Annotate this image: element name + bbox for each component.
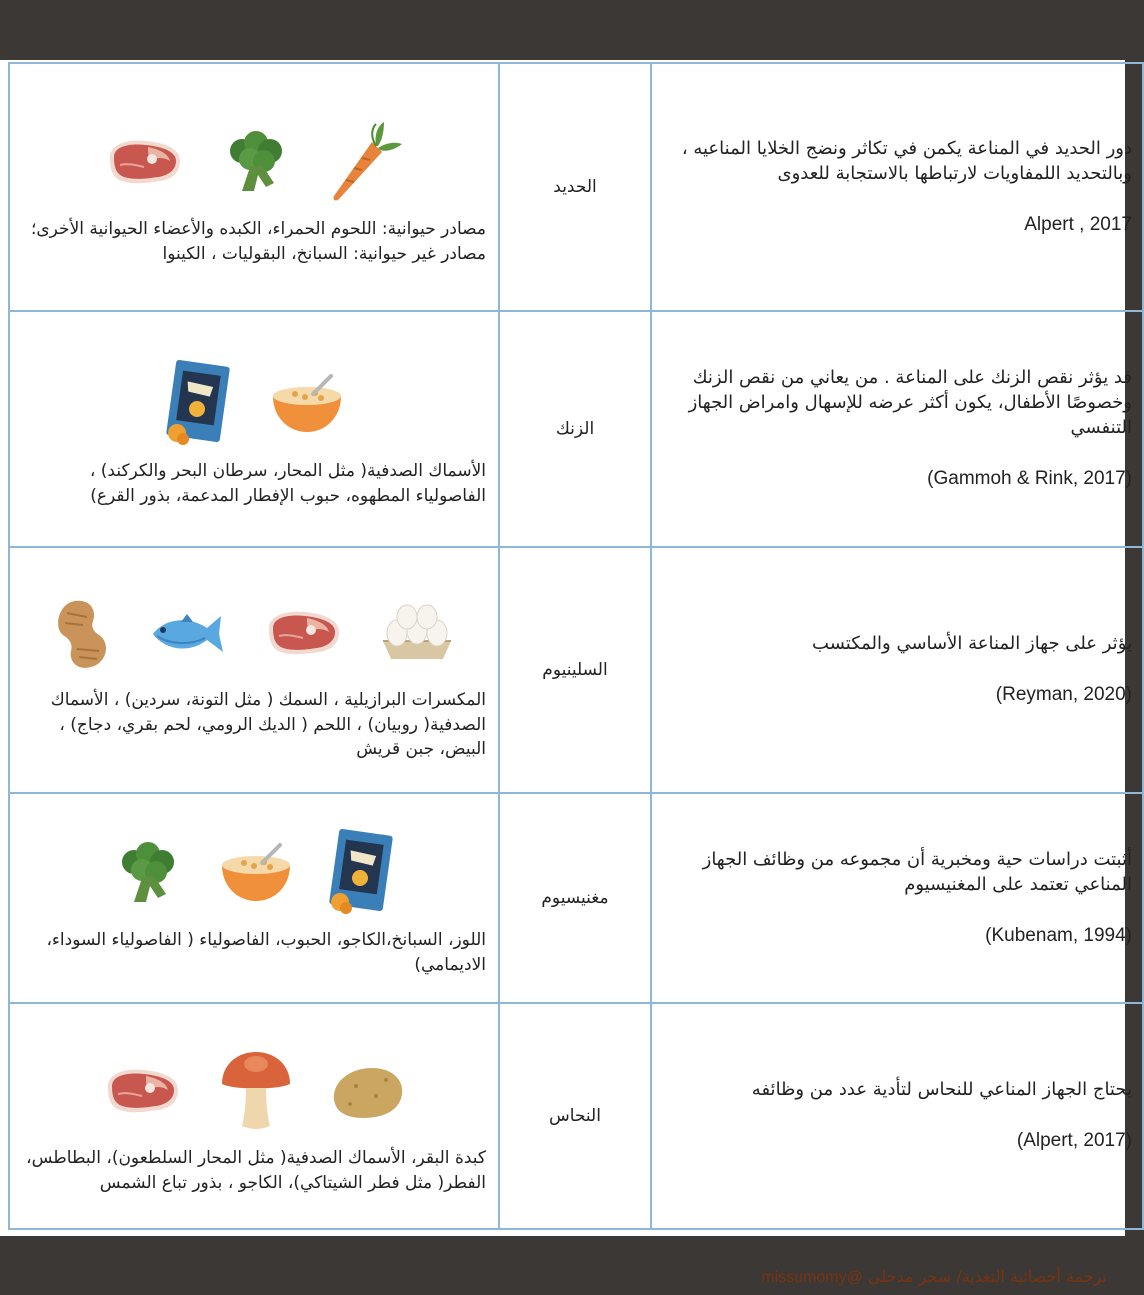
broccoli-icon xyxy=(220,129,292,195)
reference-text: (Alpert, 2017) xyxy=(1016,1130,1132,1152)
nutrient-name-cell xyxy=(499,63,651,311)
credit-text: ترجمة أخصائية التغذية/ سحر مدخلي xyxy=(867,1267,1107,1286)
food-sources-text: مصادر حيوانية: اللحوم الحمراء، الكبده والأعضاء الحيوانية الأخرى؛ مصادر غير حيوانية: السبانخ، البقوليات ، الكينوا xyxy=(30,219,486,264)
reference-text: (Reyman, 2020) xyxy=(995,684,1132,706)
table-row xyxy=(9,63,1143,311)
food-sources-text: الأسماك الصدفية( مثل المحار، سرطان البحر والكركند) ، الفاصولياء المطهوه، حبوب الإفطار المدعمة، بذور القرع) xyxy=(89,461,486,506)
food-sources-cell xyxy=(9,63,499,311)
reference-text: Alpert , 2017 xyxy=(1024,213,1132,235)
table-row xyxy=(9,1003,1143,1229)
carrot-icon xyxy=(326,120,406,204)
food-icons-row xyxy=(20,349,490,459)
description-cell xyxy=(651,547,1143,793)
nutrient-name-cell xyxy=(499,311,651,547)
peanut-icon xyxy=(53,593,113,673)
food-sources-cell xyxy=(9,793,499,1003)
potato-icon xyxy=(328,1060,408,1122)
nutrient-name: مغنيسيوم xyxy=(541,888,609,908)
description-text: دور الحديد في المناعة يكمن في تكاثر ونضج الخلايا المناعيه ، وبالتحديد اللمفاويات لارتباطها بالاستجابة للعدوى xyxy=(681,137,1132,184)
nutrient-name: الزنك xyxy=(555,419,595,439)
description-cell xyxy=(651,63,1143,311)
nutrient-name: النحاس xyxy=(549,1106,601,1126)
description-text: يؤثر على جهاز المناعة الأساسي والمكتسب xyxy=(812,633,1132,655)
steak-icon xyxy=(263,606,345,660)
nutrient-name-cell xyxy=(499,547,651,793)
table-row xyxy=(9,547,1143,793)
food-icons-row xyxy=(20,818,490,928)
eggs-icon xyxy=(379,603,457,663)
food-icons-row xyxy=(20,107,490,217)
cereal-bowl-icon xyxy=(218,843,294,903)
cereal-bowl-icon xyxy=(269,374,345,434)
fish-icon xyxy=(147,608,229,658)
nutrient-name-cell xyxy=(499,793,651,1003)
nutrient-name-cell xyxy=(499,1003,651,1229)
food-icons-row xyxy=(20,578,490,688)
steak-icon xyxy=(102,1064,184,1118)
description-cell xyxy=(651,1003,1143,1229)
credit-handle: @missumomy xyxy=(761,1269,863,1286)
food-sources-cell xyxy=(9,547,499,793)
cereal-box-icon xyxy=(165,359,235,449)
food-sources-text: اللوز، السبانخ،الكاجو، الحبوب، الفاصولياء ( الفاصولياء السوداء، الاديمامي) xyxy=(46,930,486,975)
table-row xyxy=(9,311,1143,547)
broccoli-icon xyxy=(112,840,184,906)
description-cell xyxy=(651,311,1143,547)
mushroom-icon xyxy=(218,1050,294,1132)
food-sources-text: كبدة البقر، الأسماك الصدفية( مثل المحار السلطعون)، البطاطس، الفطر( مثل فطر الشيتاكي)، الكاجو ، بذور تباع الشمس xyxy=(26,1148,486,1193)
food-sources-cell xyxy=(9,1003,499,1229)
cereal-box-icon xyxy=(328,828,398,918)
description-text: يحتاج الجهاز المناعي للنحاس لتأدية عدد من وظائفه xyxy=(751,1079,1132,1101)
nutrient-name: الحديد xyxy=(553,177,597,197)
nutrient-table xyxy=(8,62,1144,1230)
description-text: أثبتت دراسات حية ومخبرية أن مجموعه من وظائف الجهاز المناعي تعتمد على المغنيسيوم xyxy=(702,848,1132,895)
table-row xyxy=(9,793,1143,1003)
reference-text: (Gammoh & Rink, 2017) xyxy=(927,468,1132,490)
food-sources-cell xyxy=(9,311,499,547)
reference-text: (Kubenam, 1994) xyxy=(985,924,1132,946)
nutrient-name: السلينيوم xyxy=(542,660,608,680)
credit-line xyxy=(761,1267,1107,1287)
food-icons-row xyxy=(20,1036,490,1146)
description-cell xyxy=(651,793,1143,1003)
top-dark-bar xyxy=(0,0,1125,60)
food-sources-text: المكسرات البرازيلية ، السمك ( مثل التونة، سردين) ، الأسماك الصدفية( روبيان) ، اللحم ( الديك الرومي، لحم بقري، دجاج) ، البيض، جبن قريش xyxy=(50,690,486,760)
description-text: قد يؤثر نقص الزنك على المناعة . من يعاني من نقص الزنك وخصوصًا الأطفال، يكون أكثر عرضه للإسهال وامراض الجهاز التنفسي xyxy=(688,366,1132,439)
steak-icon xyxy=(104,135,186,189)
